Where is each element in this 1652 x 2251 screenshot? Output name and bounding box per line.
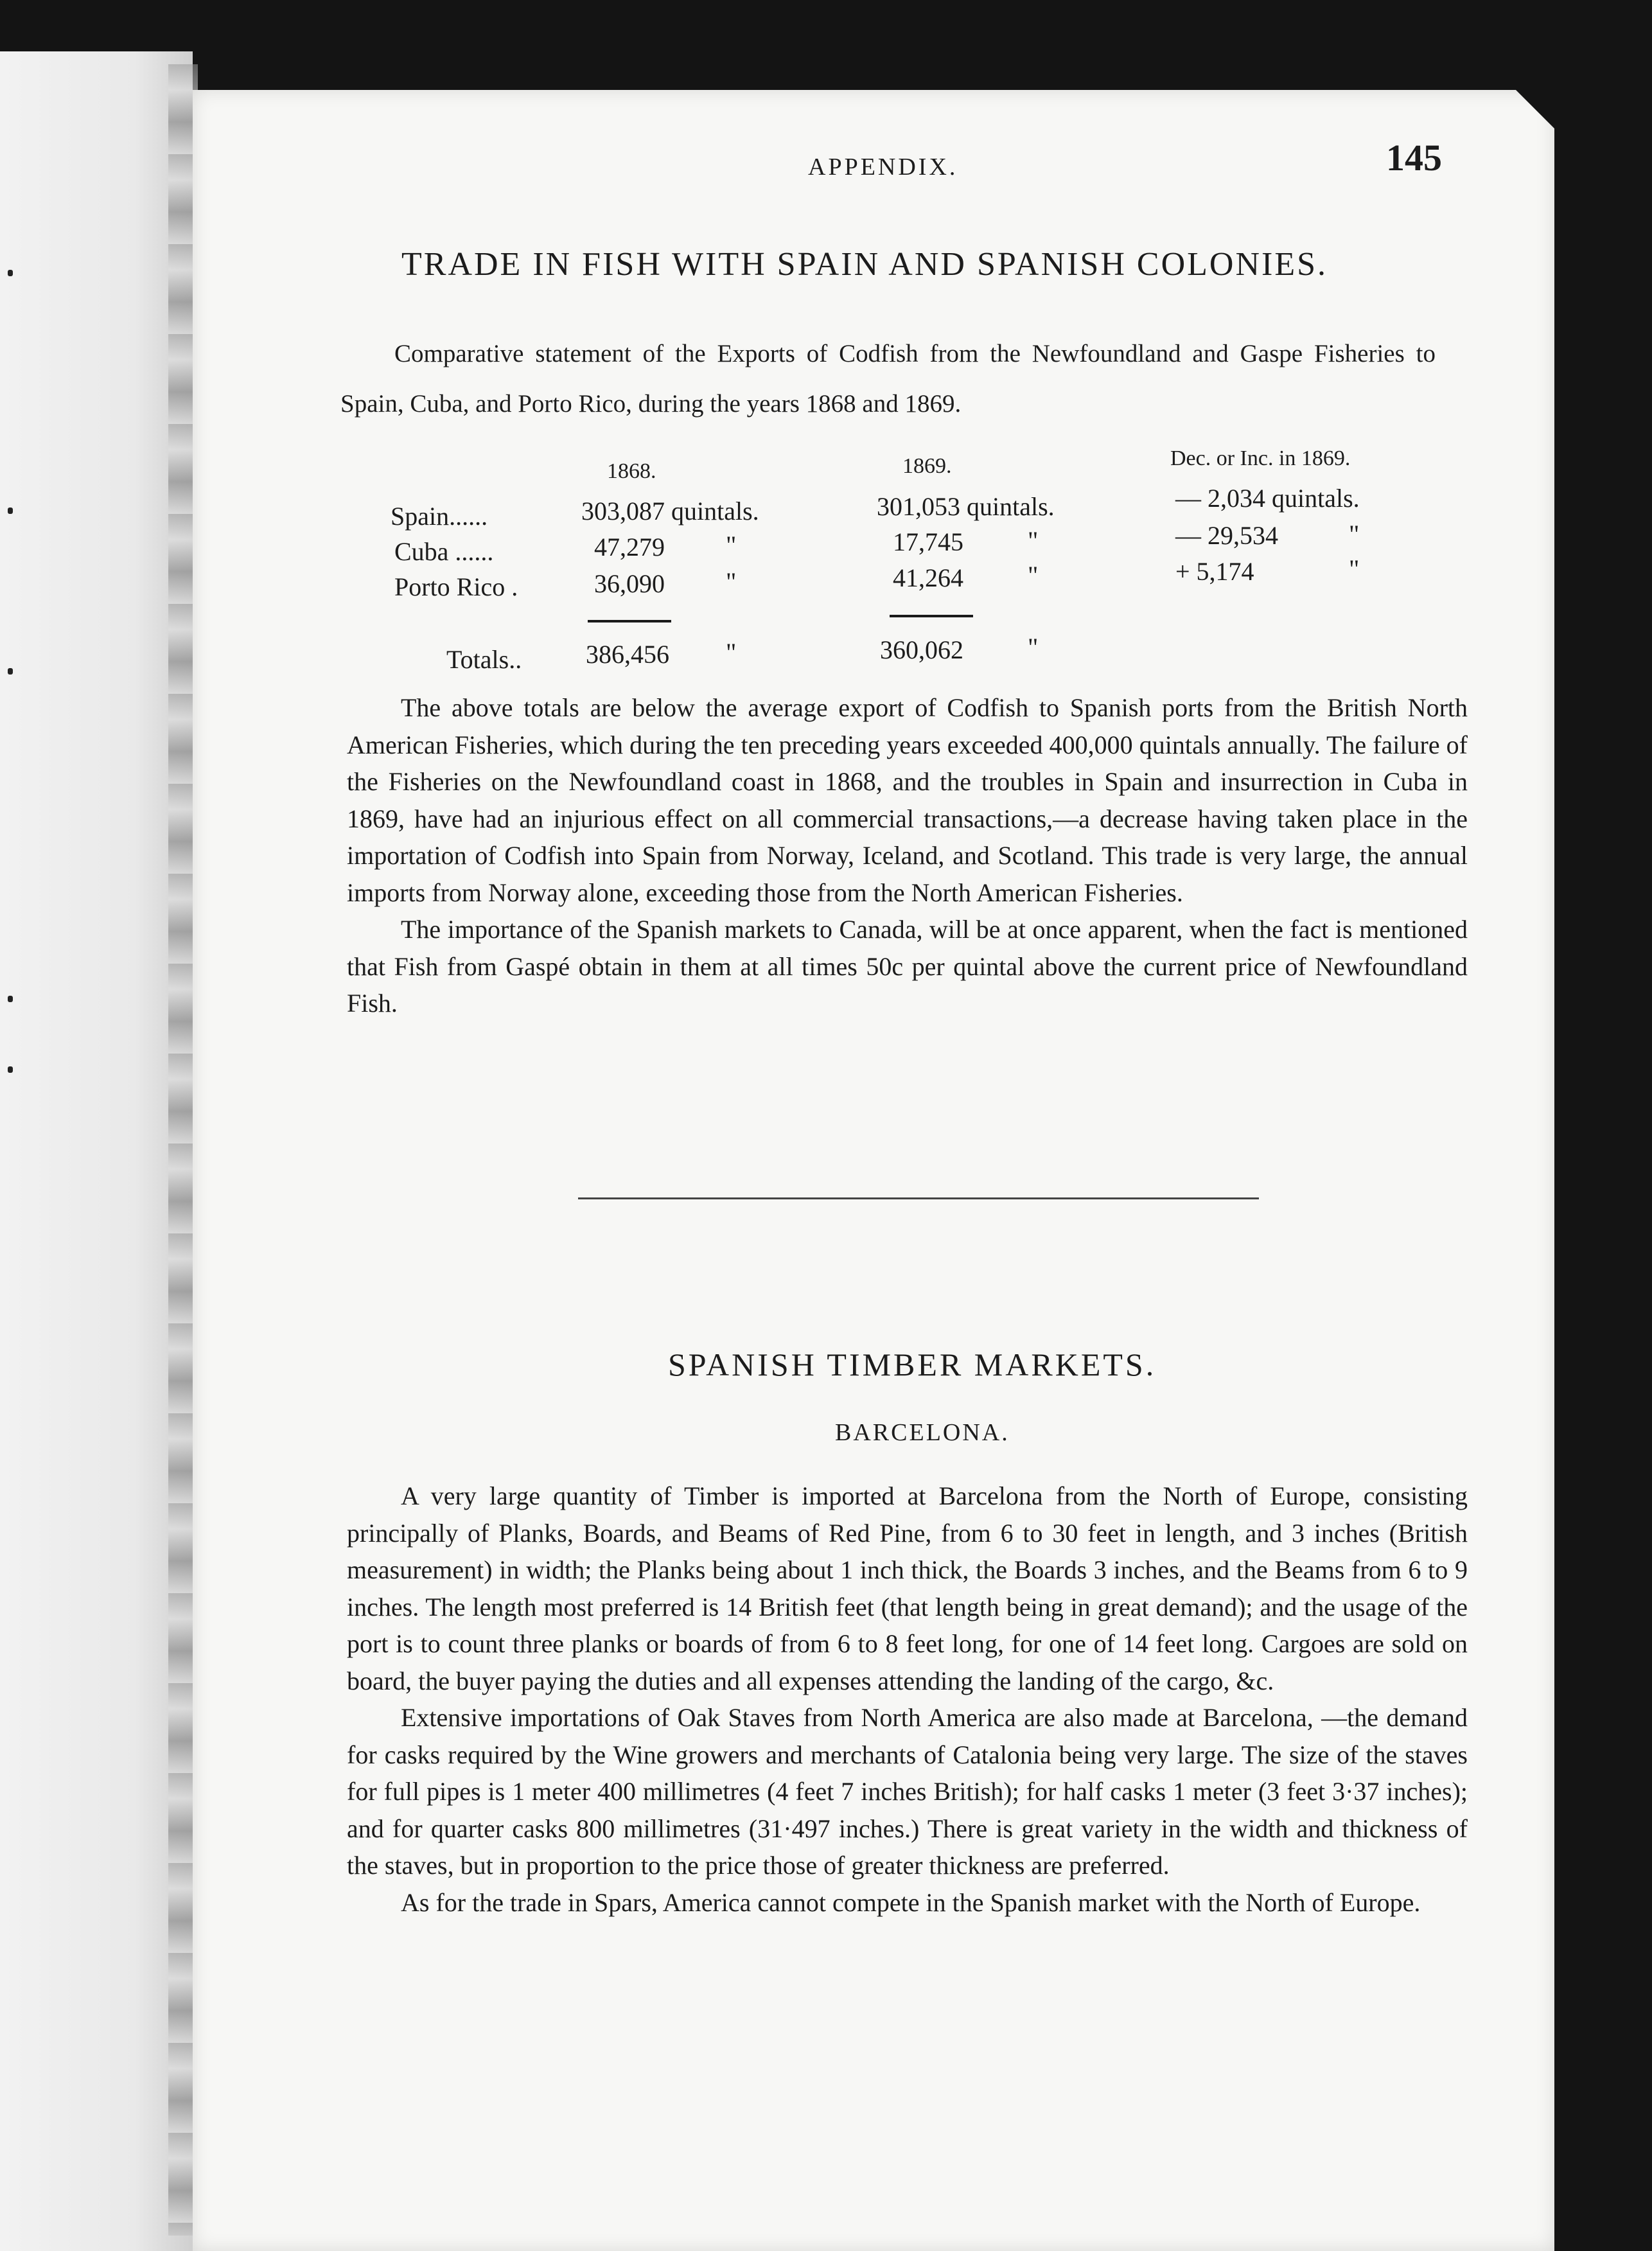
table-header-1869: 1869.: [902, 454, 952, 478]
fish-trade-text: [347, 689, 1468, 1022]
porto-rico-change: + 5,174: [1175, 557, 1254, 586]
facing-page-edge: [0, 51, 193, 2251]
ditto-mark: ": [1028, 633, 1039, 662]
ditto-mark: ": [1349, 520, 1360, 549]
spain-1868: 303,087 quintals.: [581, 497, 759, 525]
margin-speck: [8, 996, 13, 1002]
total-rule-1868: [588, 620, 671, 622]
margin-speck: [8, 668, 13, 675]
totals-label: Totals..: [446, 645, 522, 674]
ditto-mark: ": [1028, 561, 1039, 590]
page-number: 145: [1386, 137, 1442, 179]
page-corner: [1516, 90, 1554, 128]
ditto-mark: ": [1028, 526, 1039, 555]
ditto-mark: ": [726, 567, 737, 596]
running-head: APPENDIX.: [808, 154, 958, 181]
paragraph: As for the trade in Spars, America cannot compete in the Spanish market with the North of Europe.: [401, 1887, 1421, 1917]
paragraph: The above totals are below the average export of Codfish to Spanish ports from the British North American Fisheries, which during the ten preceding years exceeded 400,000 quintals annually. The failure of the Fisheries on the Newfoundland coast in 1868, and the troubles in Spain and insurrection in Cuba in 1869, have had an injurious effect on all commercial transactions,—a decrease having taken place in the importation of Codfish into Spain from Norway, Iceland, and Scotland. This trade is very large, the annual imports from Norway alone, exceeding those from the North American Fisheries.: [347, 693, 1468, 907]
row-label-porto-rico: Porto Rico .: [394, 572, 518, 601]
table-header-change: Dec. or Inc. in 1869.: [1170, 446, 1351, 470]
paragraph: The importance of the Spanish markets to Canada, will be at once apparent, when the fact is mentioned that Fish from Gaspé obtain in them at all times 50c per quintal above the current price of Newfoundland Fish.: [347, 915, 1468, 1018]
paragraph: A very large quantity of Timber is imported at Barcelona from the North of Europe, consisting principally of Planks, Boards, and Beams of Red Pine, from 6 to 30 feet in length, and 3 inches (British measurement) in width; the Planks being about 1 inch thick, the Boards 3 inches, and the Beams from 6 to 9 inches. The length most preferred is 14 British feet (that length being in great demand); and the usage of the port is to count three planks or boards of from 6 to 8 feet long, for one of 14 feet long. Cargoes are sold on board, the buyer paying the duties and all expenses attending the landing of the cargo, &c.: [347, 1481, 1468, 1695]
margin-speck: [8, 508, 13, 514]
subheading-barcelona: BARCELONA.: [835, 1419, 1010, 1446]
totals-1869: 360,062: [880, 635, 963, 664]
section-divider: [578, 1197, 1259, 1199]
spain-change: — 2,034 quintals.: [1175, 484, 1360, 513]
ditto-mark: ": [726, 531, 737, 560]
ditto-mark: ": [1349, 554, 1360, 583]
table-intro: Comparative statement of the Exports of Codfish from the Newfoundland and Gaspe Fisheries to Spain, Cuba, and Porto Rico, during the years 1868 and 1869.: [340, 340, 1436, 418]
totals-1868: 386,456: [586, 640, 669, 669]
spain-1869: 301,053 quintals.: [877, 492, 1055, 521]
table-header-1868: 1868.: [607, 459, 656, 483]
row-label-spain: Spain......: [391, 502, 488, 531]
porto-rico-1868: 36,090: [594, 569, 665, 598]
ditto-mark: ": [726, 638, 737, 667]
total-rule-1869: [890, 615, 973, 617]
porto-rico-1869: 41,264: [893, 563, 963, 592]
cuba-1868: 47,279: [594, 533, 665, 561]
timber-text: [347, 1478, 1468, 1921]
paragraph: Extensive importations of Oak Staves from North America are also made at Barcelona, —the demand for casks required by the Wine growers and merchants of Catalonia being very large. The size of the staves for full pipes is 1 meter 400 millimetres (4 feet 7 inches British); for half casks 1 meter (3 feet 3·37 inches); and for quarter casks 800 millimetres (31·497 inches.) There is great variety in the width and thickness of the staves, but in proportion to the price those of greater thickness are preferred.: [347, 1703, 1468, 1880]
row-label-cuba: Cuba ......: [394, 537, 494, 566]
cuba-1869: 17,745: [893, 527, 963, 556]
margin-speck: [8, 270, 13, 276]
section-title-fish-trade: TRADE IN FISH WITH SPAIN AND SPANISH COLONIES.: [401, 246, 1328, 283]
cuba-change: — 29,534: [1175, 521, 1278, 550]
margin-speck: [8, 1066, 13, 1073]
section-title-timber: SPANISH TIMBER MARKETS.: [668, 1346, 1157, 1382]
